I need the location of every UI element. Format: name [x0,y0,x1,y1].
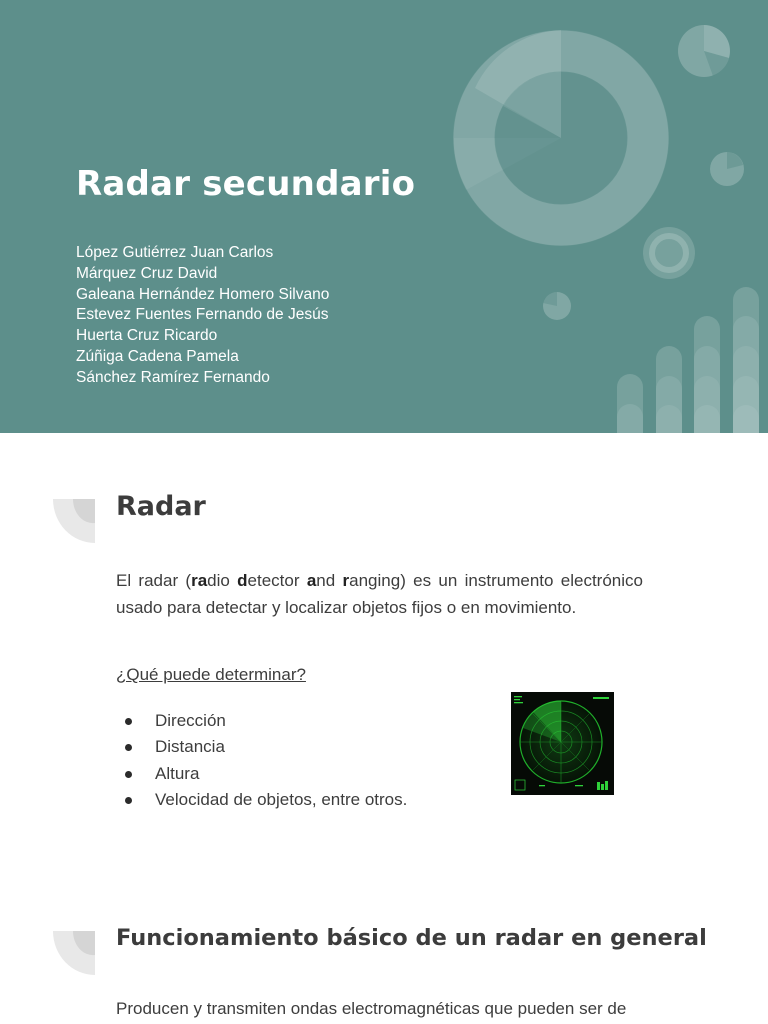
bullet-icon [125,797,132,804]
content-slide [0,433,768,1024]
authors-list [76,243,329,389]
section-marker-icon [53,931,95,975]
author-name: Estevez Fuentes Fernando de Jesús [76,306,329,324]
presentation-title: Radar secundario [76,164,416,204]
bullet-icon [125,771,132,778]
title-slide [0,0,768,433]
list-item: Velocidad de objetos, entre otros. [124,787,407,813]
author-name: Zúñiga Cadena Pamela [76,347,239,365]
list-item: Altura [124,761,407,787]
author-name: López Gutiérrez Juan Carlos [76,244,274,261]
funcionamiento-paragraph: Producen y transmiten ondas electromagnéticas que pueden ser de [116,999,627,1018]
capabilities-list [124,708,407,814]
section-marker-icon [53,499,95,543]
bullet-icon [125,718,132,725]
section-title-funcionamiento: Funcionamiento básico de un radar en general [116,925,707,951]
author-name: Huerta Cruz Ricardo [76,327,218,345]
bullet-icon [125,744,132,751]
section-title-radar: Radar [116,491,206,522]
list-item: Distancia [124,734,407,760]
author-name: Sánchez Ramírez Fernando [76,368,270,386]
question-heading: ¿Qué puede determinar? [116,665,306,684]
radar-intro-paragraph: El radar (radio detector and ranging) es un instrumento electrónico usado para detectar y localizar objetos fijos o en movimiento. [116,571,643,617]
list-item: Dirección [124,708,407,734]
author-name: Galeana Hernández Homero Silvano [76,285,330,303]
author-name: Márquez Cruz David [76,264,218,282]
radar-screen-image [511,692,614,795]
